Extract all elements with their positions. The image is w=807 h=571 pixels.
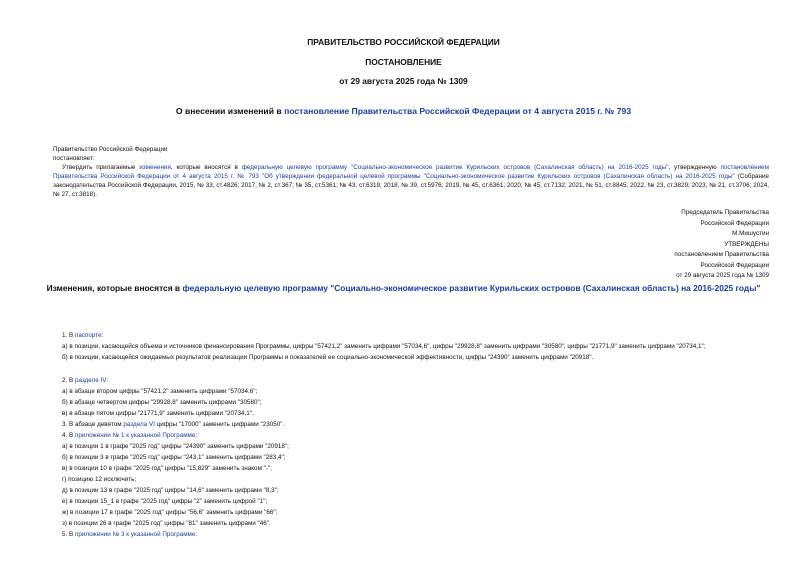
preamble-line-1: Правительство Российской Федерации: [53, 146, 168, 153]
text: 2. В: [62, 377, 75, 384]
text: :: [195, 432, 198, 439]
document-title: [0, 106, 807, 116]
text: :: [195, 531, 198, 538]
list-item: [53, 331, 769, 362]
text: 1. В: [62, 332, 75, 339]
item-4h: з) в позиции 26 в графе "2025 год" цифры "81" заменить цифрами "46".: [62, 520, 271, 527]
text: цифры "17000" заменить цифрами "23050".: [154, 421, 285, 428]
section-iv-link[interactable]: разделе IV: [74, 377, 107, 384]
item-5: [53, 530, 769, 539]
item-1: [53, 331, 769, 340]
text: 5. В: [62, 531, 75, 538]
text: 3. В абзаце девятом: [62, 421, 124, 428]
appendix-3-link[interactable]: приложении № 3 к указанной Программе: [74, 531, 196, 538]
item-4f: е) в позиции 15_1 в графе "2025 год" цифры "2" заменить цифрой "1";: [62, 498, 268, 505]
document-title-prefix: О внесении изменений в: [175, 106, 285, 116]
preamble-paragraph: [53, 163, 769, 199]
item-4b: б) в позиции 3 в графе "2025 год" цифры "243,1" заменить цифрами "283,4";: [62, 454, 286, 461]
text: :: [101, 332, 104, 339]
item-2b: б) в абзаце четвертом цифры "29928,8" заменить цифрами "30580";: [62, 399, 262, 406]
changes-title: [38, 283, 769, 293]
item-4: [53, 431, 769, 440]
preamble-line-2: постановляет:: [53, 155, 95, 162]
signature-line: М.Мишустин: [732, 230, 769, 237]
document-title-link[interactable]: постановление Правительства Российской Федерации от 4 августа 2015 г. № 793: [284, 106, 632, 116]
changes-title-link[interactable]: федеральную целевую программу "Социально-экономическое развитие Курильских островов (Сахалинская область) на 2016-2025 годы": [182, 283, 761, 293]
text: Утвердить прилагаемые: [62, 164, 140, 171]
signature-line: Председатель Правительства: [681, 209, 769, 216]
program-link[interactable]: федеральную целевую программу "Социально-экономическое развитие Курильских островов (Сахалинская область) на 2016-2025 годы": [241, 164, 669, 171]
item-2a: а) в абзаце втором цифры "57421,2" заменить цифрами "57034,6";: [62, 388, 258, 395]
item-2: [53, 376, 769, 385]
item-4g: ж) в позиции 17 в графе "2025 год" цифры "56,6" заменить цифрами "66";: [62, 509, 278, 516]
item-4d: г) позицию 12 исключить;: [62, 476, 137, 483]
list-item: [53, 376, 769, 539]
signature-block: [560, 208, 769, 282]
signature-line: Российской Федерации: [700, 219, 769, 227]
approval-line: постановлением Правительства: [674, 251, 769, 258]
passport-link[interactable]: паспорте: [74, 332, 102, 339]
item-1b: б) в позиции, касающейся ожидаемых результатов реализации Программы и показателей ее социально-экономической эффективности, цифры "24390" заменить цифрами "20918".: [62, 354, 594, 361]
appendix-1-link[interactable]: приложении № 1 к указанной Программе: [74, 432, 196, 439]
changes-link[interactable]: изменения: [139, 164, 171, 171]
item-4c: в) в позиции 10 в графе "2025 год" цифры "15,829" заменить знаком "-";: [62, 465, 272, 472]
item-4e: д) в позиции 13 в графе "2025 год" цифры "14,6" заменить цифрами "8,3";: [62, 487, 279, 494]
approval-line: от 29 августа 2025 года № 1309: [676, 272, 769, 279]
item-4a: а) в позиции 1 в графе "2025 год" цифры "24390" заменить цифрами "20918";: [62, 443, 289, 450]
approval-line: УТВЕРЖДЕНЫ: [724, 240, 769, 248]
text: :: [106, 377, 108, 384]
item-2c: в) в абзаце пятом цифры "21771,9" заменить цифрами "20734,1".: [62, 410, 254, 417]
item-3: [53, 420, 769, 429]
text: (Собрание законодательства Российской Федерации, 2015, № 33, ст.4826; 2017, № 2, ст.367; № 35, ст.5361; № 43, ст.6319; 2018, № 39, ст.5976; 2019, № 45, ст.6361; 2020, № 45, ст.7132; 2021, № 51, ст.8845; 2022, № 23, ст.3829; 2023, № 21, ст.3706; 2024, № 27, ст.3818).: [53, 173, 769, 198]
government-heading: ПРАВИТЕЛЬСТВО РОССИЙСКОЙ ФЕДЕРАЦИИ: [307, 37, 500, 47]
document-date-number: от 29 августа 2025 года № 1309: [339, 76, 468, 86]
item-1a: а) в позиции, касающейся объема и источников финансирования Программы, цифры "57421,2" заменить цифрами "57034,6", цифры "29928,8" заменить цифрами "30580", цифры "21771,9" заменить цифрами "20734,1";: [62, 343, 706, 350]
text: 4. В: [62, 432, 75, 439]
preamble: [53, 145, 769, 199]
changes-title-prefix: Изменения, которые вносятся в: [46, 283, 183, 293]
section-vi-link[interactable]: раздела VI: [123, 421, 155, 428]
document-type: ПОСТАНОВЛЕНИЕ: [365, 57, 442, 67]
text: , которые вносятся в: [170, 164, 242, 171]
approval-line: Российской Федерации: [700, 261, 769, 269]
resolution-link[interactable]: постановлением Правительства Российской Федерации от 4 августа 2015 г. № 793 "Об утверждении федеральной целевой программы "Социально-экономическое развитие Курильских островов (Сахалинская область) на 2016-2025 годы": [53, 164, 770, 180]
text: , утвержденную: [668, 164, 721, 171]
